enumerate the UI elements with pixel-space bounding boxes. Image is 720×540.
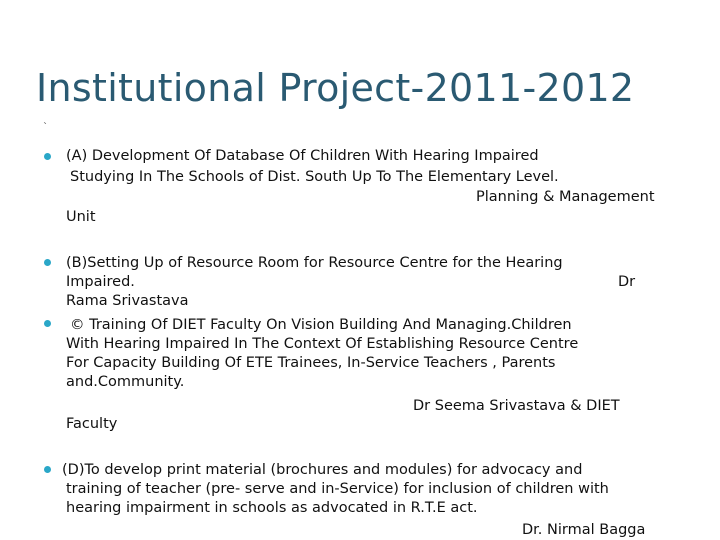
bullet-c-icon — [44, 320, 51, 327]
item-c-line-3: For Capacity Building Of ETE Trainees, In-Service Teachers , Parents — [66, 355, 556, 371]
item-c-line-4: and.Community. — [66, 374, 185, 390]
item-c-line-6: Faculty — [66, 416, 118, 432]
item-c-line-5: Dr Seema Srivastava & DIET — [413, 398, 620, 414]
item-a-line-3: Planning & Management — [476, 189, 655, 205]
item-d-line-3: hearing impairment in schools as advocated in R.T.E act. — [66, 500, 478, 516]
item-a-line-1: (A) Development Of Database Of Children With Hearing Impaired — [66, 148, 539, 164]
item-b-line-4: Rama Srivastava — [66, 293, 189, 309]
stray-mark: ` — [43, 122, 48, 133]
item-d-line-1: (D)To develop print material (brochures and modules) for advocacy and — [62, 462, 583, 478]
item-b-line-2: Impaired. — [66, 274, 135, 290]
bullet-d-icon — [44, 466, 51, 473]
item-d-line-2: training of teacher (pre- serve and in-Service) for inclusion of children with — [66, 481, 609, 497]
slide-title: Institutional Project-2011-2012 — [36, 66, 635, 110]
bullet-a-icon — [44, 153, 51, 160]
item-a-line-2: Studying In The Schools of Dist. South Up To The Elementary Level. — [70, 169, 559, 185]
item-c-line-2: With Hearing Impaired In The Context Of Establishing Resource Centre — [66, 336, 579, 352]
bullet-b-icon — [44, 259, 51, 266]
item-a-line-4: Unit — [66, 209, 96, 225]
item-b-line-1: (B)Setting Up of Resource Room for Resource Centre for the Hearing — [66, 255, 563, 271]
item-c-line-1: © Training Of DIET Faculty On Vision Building And Managing.Children — [70, 317, 572, 333]
item-d-line-4: Dr. Nirmal Bagga — [522, 522, 646, 538]
item-b-line-3: Dr — [618, 274, 636, 290]
